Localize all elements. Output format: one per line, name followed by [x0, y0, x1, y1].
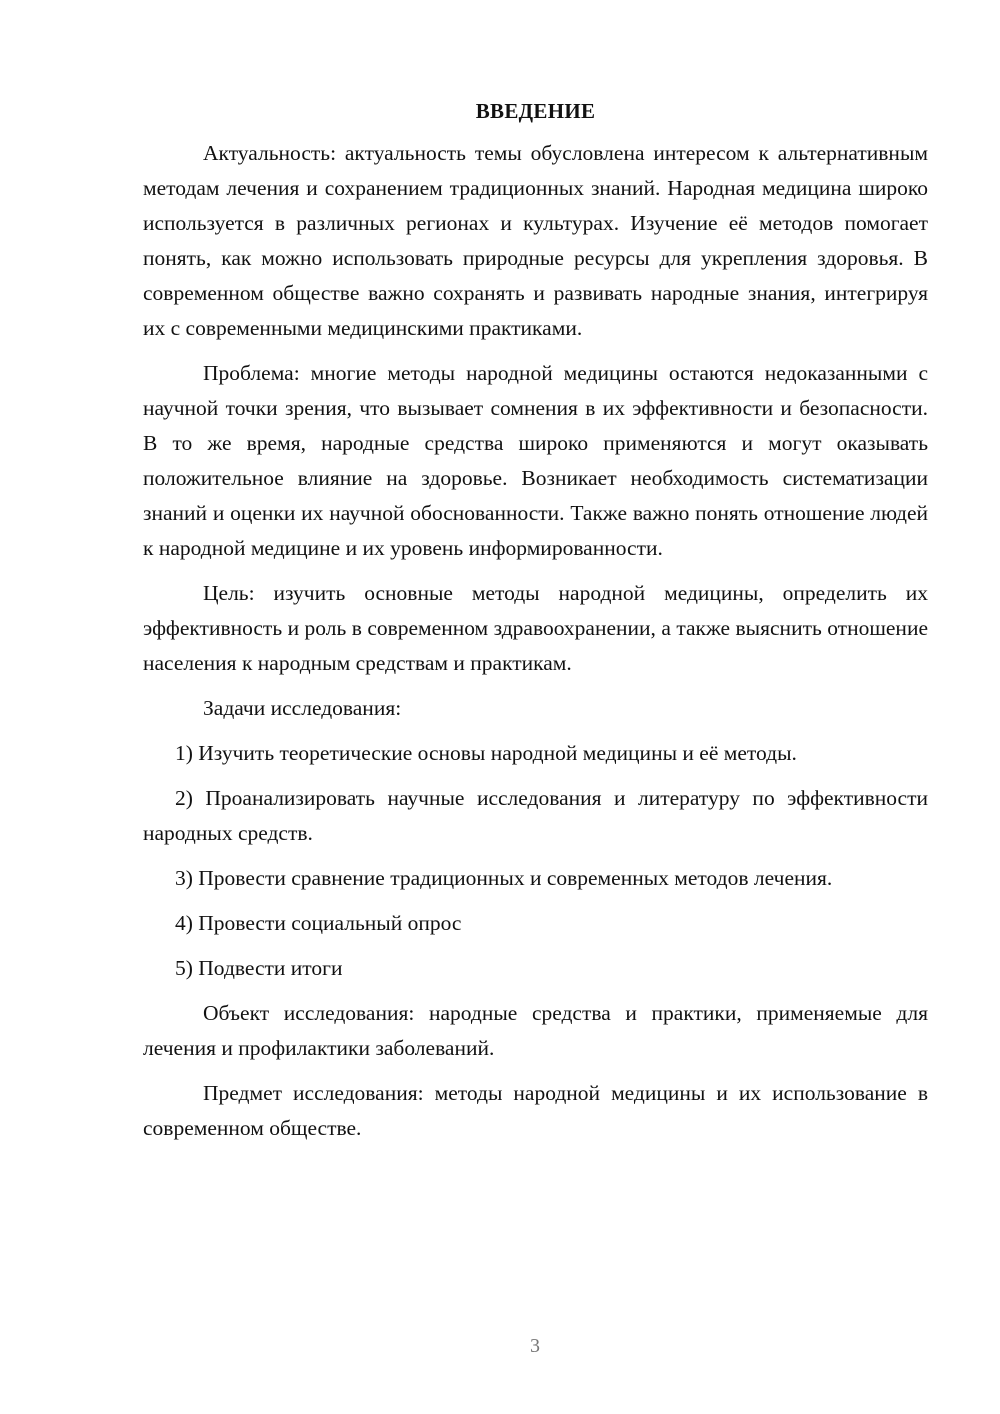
list-item: 3) Провести сравнение традиционных и современных методов лечения.: [175, 866, 833, 890]
page-number: 3: [530, 1335, 540, 1357]
list-item: 5) Подвести итоги: [175, 956, 343, 980]
document-page: [143, 96, 928, 1146]
paragraph-goal: Цель: изучить основные методы народной медицины, определить их эффективность и роль в современном здравоохранении, а также выяснить отношение населения к народным средствам и практикам.: [143, 581, 928, 675]
paragraph-subject: Предмет исследования: методы народной медицины и их использование в современном обществе.: [143, 1081, 928, 1140]
page-title: ВВЕДЕНИЕ: [475, 99, 596, 123]
paragraph-object: Объект исследования: народные средства и практики, применяемые для лечения и профилактики заболеваний.: [143, 1001, 928, 1060]
tasks-heading: Задачи исследования:: [203, 696, 402, 720]
list-item: 4) Провести социальный опрос: [175, 911, 462, 935]
tasks-list: [143, 736, 928, 986]
list-item: 2) Проанализировать научные исследования и литературу по эффективности народных средств.: [143, 786, 928, 845]
list-item: 1) Изучить теоретические основы народной медицины и её методы.: [175, 741, 797, 765]
paragraph-relevance: Актуальность: актуальность темы обусловлена интересом к альтернативным методам лечения и сохранением традиционных знаний. Народная медицина широко используется в различных регионах и культурах. Изучение её методов помогает понять, как можно использовать природные ресурсы для укрепления здоровья. В современном обществе важно сохранять и развивать народные знания, интегрируя их с современными медицинскими практиками.: [143, 141, 928, 340]
paragraph-problem: Проблема: многие методы народной медицины остаются недоказанными с научной точки зрения, что вызывает сомнения в их эффективности и безопасности. В то же время, народные средства широко применяются и могут оказывать положительное влияние на здоровье. Возникает необходимость систематизации знаний и оценки их научной обоснованности. Также важно понять отношение людей к народной медицине и их уровень информированности.: [143, 361, 928, 560]
